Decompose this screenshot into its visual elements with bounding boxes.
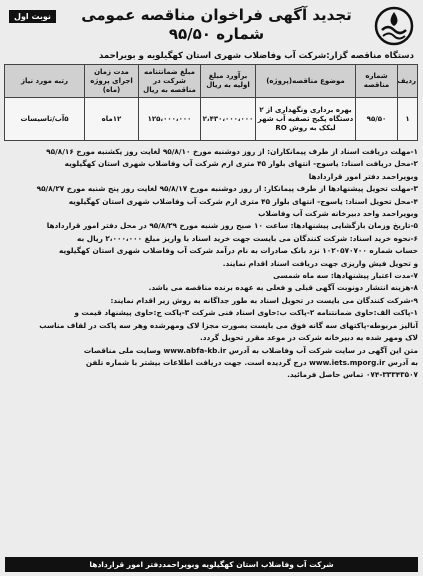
header-subject: موضوع مناقصه(پروژه) (256, 65, 356, 98)
cell-estimate: ۲،۴۳۰،۰۰۰،۰۰۰ (201, 98, 256, 141)
website-line: متن این آگهی در سایت شرکت آب وفاضلاب به آدرس www.abfa-kb.ir وسایت ملی مناقصات (83, 345, 418, 355)
header-row-no: ردیف (398, 65, 418, 98)
cell-duration: ۱۲ماه (85, 98, 139, 141)
opening-line: ۵-تاریخ وزمان بازگشایی پیشنهادها: ساعت ۱۰ صبح روز شنبه مورخ ۹۵/۸/۲۹ در محل دفتر امور قراردادها (46, 221, 418, 231)
envelopes-line-3: لاک ومهر شده به دبیرخانه شرکت در موعد مقرر تحویل گردد. (199, 333, 418, 343)
delivery-line: ۹-شرکت کنندگان می بایست در تحویل اسناد به طور جداگانه به روش زیر اقدام نمایند: (110, 295, 418, 305)
header-duration: مدت زمان اجرای پروژه (ماه) (85, 65, 139, 98)
purchase-line-3: و تحویل فیش واریزی جهت دریافت اسناد اقدام نمایند. (222, 258, 418, 268)
tender-table (4, 64, 418, 141)
validity-line: ۷-مدت اعتبار پیشنهادها: سه ماه شمسی (273, 271, 418, 281)
cell-guarantee: ۱۲۵،۰۰۰،۰۰۰ (139, 98, 201, 141)
doc-deadline-line: ۱-مهلت دریافت اسناد از طرف پیمانکاران: از روز دوشنبه مورخ ۹۵/۸/۱۰ لغایت روز یکشنبه مورخ ۹۵/۸/۱۶ (46, 147, 418, 156)
ad-header (5, 4, 418, 50)
envelopes-line: ۱-پاکت الف:حاوی ضمانتنامه ۲-پاکت ب:حاوی اسناد فنی شرکت ۳-پاکت ج:حاوی پیشنهاد قیمت و (74, 308, 418, 318)
table-header-row (5, 65, 418, 98)
cell-row-no: ۱ (398, 98, 418, 141)
first-round-badge: نوبت اول (9, 10, 56, 23)
cell-tender-no: ۹۵/۵۰ (356, 98, 398, 141)
website-line-2: به آدرس www.iets.mporg.ir درج گردیده است. جهت دریافت اطلاعات بیشتر با شماره تلفن (85, 357, 418, 367)
doc-location-line: ۲-محل دریافت اسناد: یاسوج- انتهای بلوار ۴۵ متری ارم شرکت آب وفاضلاب شهری استان کهگیلویه (64, 159, 418, 169)
purchase-line: ۶-نحوه خرید اسناد: شرکت کنندگان می بایست جهت خرید اسناد با واریز مبلغ ۲،۰۰۰،۰۰۰ ریال به (77, 233, 418, 243)
phone-line: ۰۷۴-۳۳۳۴۳۵۰۷ تماس حاصل فرمائید. (287, 370, 418, 380)
bid-location-line: ۴-محل تحویل اسناد: یاسوج- انتهای بلوار ۴۵ متری ارم شرکت آب وفاضلاب شهری استان کهگیلویه (68, 196, 418, 206)
cell-grade: ۵آب/تاسیسات (5, 98, 85, 141)
water-company-logo-icon (374, 6, 414, 46)
ad-footer: شرکت آب وفاضلاب استان کهگیلویه وبویراحمددفتر امور قراردادها (5, 557, 418, 572)
envelopes-line-2: آنالیز مربوطه-پاکتهای سه گانه فوق می بایست بصورت مجزا لاک ومهرشده وهر سه پاکت در لفاف مناسب (39, 320, 418, 330)
header-guarantee: مبلغ ضمانتنامه شرکت در مناقصه به ریال (139, 65, 201, 98)
organizer-line: دستگاه مناقصه گزار:شرکت آب وفاضلاب شهری استان کهگیلویه و بویراحمد (98, 51, 414, 61)
header-tender-no: شماره مناقصه (356, 65, 398, 98)
header-estimate: برآورد مبلغ اولیه به ریال (201, 65, 256, 98)
cell-subject: بهره برداری ونگهداری از ۲ دستگاه پکیج تصفیه آب شهر لیکک به روش RO (256, 98, 356, 141)
bid-deadline-line: ۳-مهلت تحویل پیشنهادها از طرف پیمانکار: از روز دوشنبه مورخ ۹۵/۸/۱۷ لغایت روز پنج شنبه مورخ ۹۵/۸/۲۷ (36, 184, 418, 194)
table-row (5, 98, 418, 141)
tender-number: شماره ۹۵/۵۰ (168, 25, 265, 43)
bid-location-line-2: وبویراحمد واحد دبیرخانه شرکت آب وفاضلاب (258, 209, 418, 219)
header-grade: رتبه مورد نیاز (5, 65, 85, 98)
doc-location-line-2: وبویراحمد دفتر امور قراردادها (308, 171, 418, 181)
ad-title (75, 6, 358, 44)
purchase-line-2: حساب شماره ۱۰۲۰۵۷۰۷۰۰ نزد بانک صادرات به نام درآمد شرکت آب وفاضلاب شهری استان کهگیلویه (59, 246, 418, 256)
ad-body (5, 146, 418, 382)
cost-line: ۸-هزینه انتشار دونوبت آگهی قبلی و فعلی به عهده برنده مناقصه می باشد. (148, 283, 418, 293)
title-text: تجدید آگهی فراخوان مناقصه عمومی (81, 6, 352, 24)
